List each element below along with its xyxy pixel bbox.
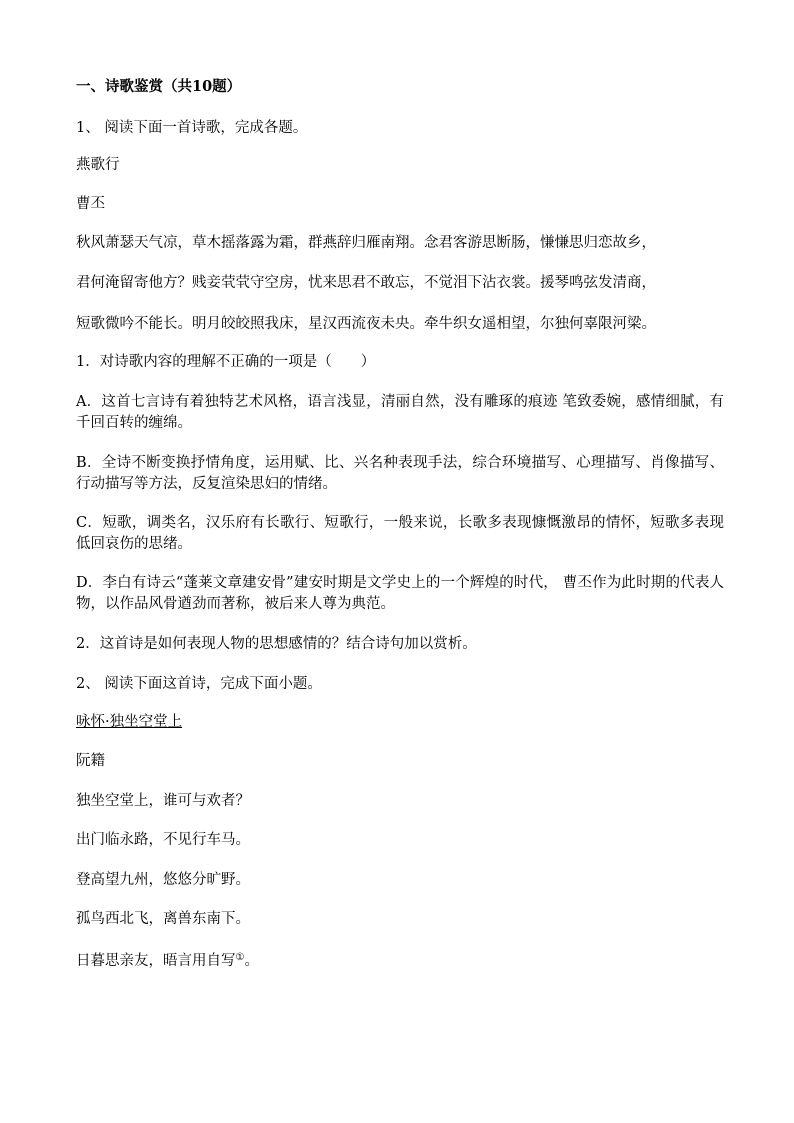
poem-1-author: 曹丕 <box>76 196 105 212</box>
question-1-intro: 1、 阅读下面一首诗歌，完成各题。 <box>76 120 308 136</box>
section-title: 一、诗歌鉴赏（共10题） <box>76 78 242 95</box>
poem-2-line-5-end: 。 <box>244 953 259 969</box>
option-a: A．这首七言诗有着独特艺术风格，语言浅显，清丽自然，没有雕琢的痕迹 笔致委婉，感情细腻，有千回百转的缠绵。 <box>76 394 724 431</box>
option-d: D．李白有诗云“蓬莱文章建安骨”建安时期是文学史上的一个辉煌的时代， 曹丕作为此时期的代表人物，以作品风骨遒劲而著称，被后来人尊为典范。 <box>76 575 724 612</box>
poem-2-line-4: 孤鸟西北飞，离兽东南下。 <box>76 911 250 927</box>
poem-1-line-2: 君何淹留寄他方？贱妾茕茕守空房，忧来思君不敢忘，不觉泪下沾衣裳。援琴鸣弦发清商， <box>76 275 656 291</box>
poem-2-line-5 <box>76 948 259 971</box>
poem-1-title: 燕歌行 <box>76 157 120 173</box>
poem-1-line-3: 短歌微吟不能长。明月皎皎照我床，星汉西流夜未央。牵牛织女遥相望，尔独何辜限河梁。 <box>76 316 656 332</box>
option-b: B．全诗不断变换抒情角度，运用赋、比、兴名种表现手法，综合环境描写、心理描写、肖像描写、行动描写等方法，反复渲染思妇的情绪。 <box>76 455 724 492</box>
poem-2-title: 咏怀·独坐空堂上 <box>76 714 183 730</box>
footnote-marker: ① <box>235 952 245 963</box>
poem-2-line-5-text: 日暮思亲友，晤言用自写 <box>76 953 236 969</box>
question-2-intro: 2、 阅读下面这首诗，完成下面小题。 <box>76 676 322 692</box>
poem-2-author: 阮籍 <box>76 753 105 769</box>
poem-1-line-1: 秋风萧瑟天气凉，草木摇落露为霜，群燕辞归雁南翔。念君客游思断肠，慊慊思归恋故乡， <box>76 235 656 251</box>
poem-2-line-2: 出门临永路，不见行车马。 <box>76 832 250 848</box>
sub-question-2-stem: 2．这首诗是如何表现人物的思想感情的？结合诗句加以赏析。 <box>76 636 477 652</box>
option-c: C．短歌，调类名，汉乐府有长歌行、短歌行，一般来说，长歌多表现慷慨激昂的情怀，短歌多表现低回哀伤的思绪。 <box>76 515 724 552</box>
sub-question-1-stem: 1．对诗歌内容的理解不正确的一项是（ ） <box>76 354 376 370</box>
poem-2-line-1: 独坐空堂上，谁可与欢者？ <box>76 793 250 809</box>
poem-2-line-3: 登高望九州，悠悠分旷野。 <box>76 872 250 888</box>
